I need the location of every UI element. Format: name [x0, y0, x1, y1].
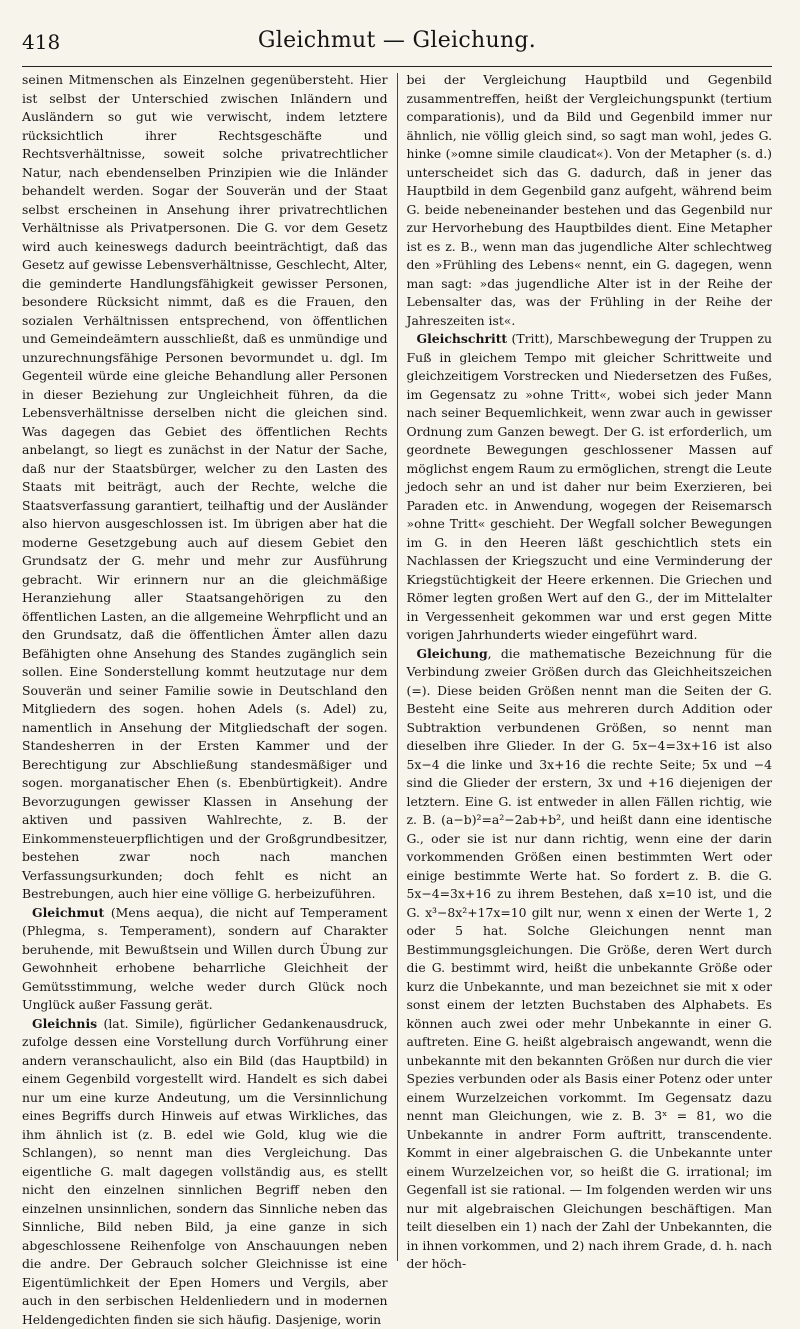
- continuation-paragraph: [22, 71, 388, 904]
- paragraph-text: bei der Vergleichung Hauptbild und Gegenbild zusammentreffen, heißt der Vergleichungspunkt (tertium comparationis), und da Bild und Gegenbild immer nur ähnlich, nie völlig gleich sind, so sagt man wohl, jedes G. hinke (»omne simile claudicat«). Von der Metapher (s. d.) unterscheidet sich das G. dadurch, daß in jener das Hauptbild in dem Gegenbild ganz aufgeht, während beim G. beide nebeneinander bestehen und das Gegenbild nur zur Hervorhebung des Hauptbildes dient. Eine Metapher ist es z. B., wenn man das jugendliche Alter schlechtweg den »Frühling des Lebens« nennt, ein G. dagegen, wenn man sagt: »das jugendliche Alter ist in der Reihe der Lebensalter das, was der Frühling in der Reihe der Jahreszeiten ist«.: [407, 72, 773, 328]
- lemma: Gleichmut: [32, 905, 104, 920]
- entry-gleichung: [407, 645, 773, 1274]
- page-header: [22, 26, 772, 67]
- running-head: Gleichmut — Gleichung.: [22, 28, 772, 53]
- entry-text: (Tritt), Marschbewegung der Truppen zu Fuß in gleichem Tempo mit gleicher Schrittweite und gleichzeitigem Vorstrecken und Niedersetzen des Fußes, im Gegensatz zu »ohne Tritt«, wobei sich jeder Mann nach seiner Bequemlichkeit, wenn zwar auch in gewisser Ordnung zum Ganzen bewegt. Der G. ist erforderlich, um geordnete Bewegungen geschlossener Massen auf möglichst engem Raum zu ermöglichen, strengt die Leute jedoch sehr an und ist daher nur beim Exerzieren, bei Paraden etc. in Anwendung, wogegen der Reisemarsch »ohne Tritt« geschieht. Der Wegfall solcher Bewegungen im G. in den Heeren läßt geschichtlich stets ein Nachlassen der Kriegszucht und eine Verminderung der Kriegstüchtigkeit der Heere erkennen. Die Griechen und Römer legten großen Wert auf den G., der im Mittelalter in Vergessenheit gekommen war und erst gegen Mitte vorigen Jahrhunderts wieder eingeführt ward.: [407, 331, 773, 642]
- entry-text: (Mens aequa), die nicht auf Temperament (Phlegma, s. Temperament), sondern auf Charakter beruhende, mit Bewußtsein und Willen durch Übung zur Gewohnheit erhobene beharrliche Gleichheit der Gemütsstimmung, welche weder durch Glück noch Unglück außer Fassung gerät.: [22, 905, 388, 1013]
- continuation-paragraph: [407, 71, 773, 330]
- lemma: Gleichnis: [32, 1016, 97, 1031]
- entry-gleichmut: [22, 904, 388, 1015]
- paragraph-text: seinen Mitmenschen als Einzelnen gegenübersteht. Hier ist selbst der Unterschied zwischen Inländern und Ausländern so gut wie verwischt, indem letztere rücksichtlich ihrer Rechtsgeschäfte und Rechtsverhältnisse, soweit solche privatrechtlicher Natur, nach ebendenselben Prinzipien wie die Inländer behandelt werden. Sogar der Souverän und der Staat selbst erscheinen in Ansehung ihrer privatrechtlichen Verhältnisse als Privatpersonen. Die G. vor dem Gesetz wird auch keineswegs dadurch beeinträchtigt, daß das Gesetz auf gewisse Lebensverhältnisse, Geschlecht, Alter, die geminderte Handlungsfähigkeit gewisser Personen, besondere Rücksicht nimmt, daß es die Frauen, den sozialen Verhältnissen entsprechend, von öffentlichen und Gemeindeämtern ausschließt, daß es unmündige und unzurechnungsfähige Personen bevormundet u. dgl. Im Gegenteil würde eine gleiche Behandlung aller Personen in dieser Beziehung zur Ungleichheit führen, da die Lebensverhältnisse derselben nicht die gleichen sind. Was dagegen das Gebiet des öffentlichen Rechts anbelangt, so liegt es zunächst in der Natur der Sache, daß nur der Staatsbürger, welcher zu den Lasten des Staats mit beiträgt, auch der Rechte, welche die Staatsverfassung garantiert, teilhaftig und der Ausländer also hiervon ausgeschlossen ist. Im übrigen aber hat die moderne Gesetzgebung auch auf diesem Gebiet den Grundsatz der G. mehr und mehr zur Ausführung gebracht. Wir erinnern nur an die gleichmäßige Heranziehung aller Staatsangehörigen zu den öffentlichen Lasten, an die allgemeine Wehrpflicht und an den Grundsatz, daß die öffentlichen Ämter allen dazu Befähigten ohne Ansehung des Standes zugänglich sein sollen. Eine Sonderstellung kommt heutzutage nur dem Souverän und seiner Familie sowie in Deutschland den Mitgliedern des sogen. hohen Adels (s. Adel) zu, namentlich in Ansehung der Mitgliedschaft der sogen. Standesherren in der Ersten Kammer und der Berechtigung zur Abschließung standesmäßiger und sogen. morganatischer Ehen (s. Ebenbürtigkeit). Andre Bevorzugungen gewisser Klassen in Ansehung der aktiven und passiven Wahlrechte, z. B. der Einkommensteuerpflichtigen und der Großgrundbesitzer, bestehen zwar noch nach manchen Verfassungsurkunden; doch fehlt es nicht an Bestrebungen, auch hier eine völlige G. herbeizuführen.: [22, 72, 388, 901]
- entry-gleichnis: [22, 1015, 388, 1329]
- entry-text: , die mathematische Bezeichnung für die Verbindung zweier Größen durch das Gleichheitszeichen (=). Diese beiden Größen nennt man die Seiten der G. Besteht eine Seite aus mehreren durch Addition oder Subtraktion verbundenen Größen, so nennt man dieselben ihre Glieder. In der G. 5x−4=3x+16 ist also 5x−4 die linke und 3x+16 die rechte Seite; 5x und −4 sind die Glieder der erstern, 3x und +16 diejenigen der letztern. Eine G. ist entweder in allen Fällen richtig, wie z. B. (a−b)²=a²−2ab+b², und heißt dann eine identische G., oder sie ist nur dann richtig, wenn eine der darin vorkommenden Größen einen bestimmten Wert oder einige bestimmte Werte hat. So fordert z. B. die G. 5x−4=3x+16 zu ihrem Bestehen, daß x=10 ist, und die G. x³−8x²+17x=10 gilt nur, wenn x einen der Werte 1, 2 oder 5 hat. Solche Gleichungen nennt man Bestimmungsgleichungen. Die Größe, deren Wert durch die G. bestimmt wird, heißt die unbekannte Größe oder kurz die Unbekannte, und man bezeichnet sie mit x oder sonst einem der letzten Buchstaben des Alphabets. Es können auch zwei oder mehr Unbekannte in einer G. auftreten. Eine G. heißt algebraisch angewandt, wenn die unbekannte mit den bekannten Größen nur durch die vier Spezies verbunden oder als Basis einer Potenz oder unter einem Wurzelzeichen vorkommt. Im Gegensatz dazu nennt man Gleichungen, wie z. B. 3ˣ = 81, wo die Unbekannte in andrer Form auftritt, transcendente. Kommt in einer algebraischen G. die Unbekannte unter einem Wurzelzeichen vor, so heißt die G. irrational; im Gegenfall ist sie rational. — Im folgenden werden wir uns nur mit algebraischen Gleichungen beschäftigen. Man teilt dieselben ein 1) nach der Zahl der Unbekannten, die in ihnen vorkommen, und 2) nach ihrem Grade, d. h. nach der höch-: [407, 646, 773, 1272]
- lemma: Gleichung: [417, 646, 488, 661]
- lemma: Gleichschritt: [417, 331, 508, 346]
- left-column: [22, 71, 397, 1267]
- page-number: 418: [22, 30, 60, 54]
- entry-gleichschritt: [407, 330, 773, 645]
- entry-text: (lat. Simile), figürlicher Gedankenausdruck, zufolge dessen eine Vorstellung durch Vorführung einer andern veranschaulicht, also ein Bild (das Hauptbild) in einem Gegenbild vorgestellt wird. Handelt es sich dabei nur um eine kurze Andeutung, um die Versinnlichung eines Begriffs durch Hinweis auf etwas Wirkliches, das ihm ähnlich ist (z. B. edel wie Gold, klug wie die Schlangen), so nennt man dies Vergleichung. Das eigentliche G. malt dagegen vollständig aus, es stellt nicht den einzelnen sinnlichen Begriff neben den einzelnen unsinnlichen, sondern das Sinnliche neben das Sinnliche, Bild neben Bild, ja eine ganze in sich abgeschlossene Reihenfolge von Anschauungen neben die andre. Der Gebrauch solcher Gleichnisse ist eine Eigentümlichkeit der Epen Homers und Vergils, aber auch in den serbischen Heldenliedern und in modernen Heldengedichten finden sie sich häufig. Dasjenige, worin: [22, 1016, 388, 1327]
- text-columns: [22, 71, 772, 1267]
- right-column: [398, 71, 773, 1267]
